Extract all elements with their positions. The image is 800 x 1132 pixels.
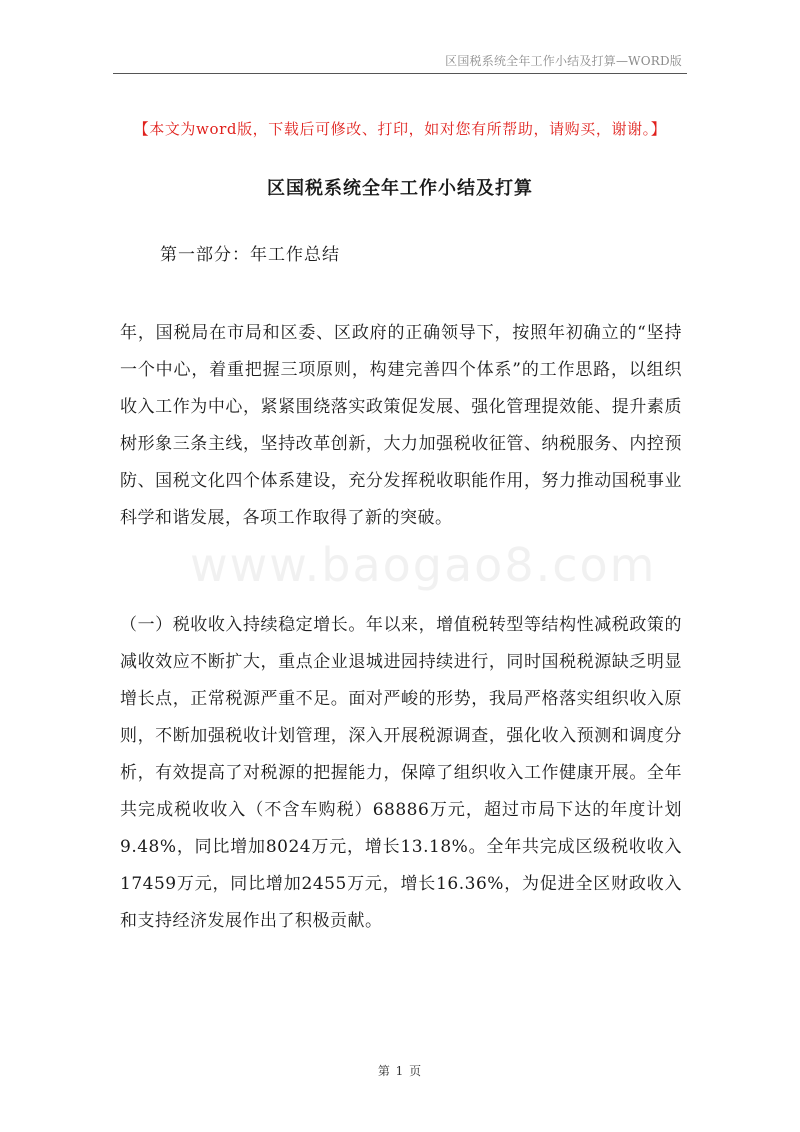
header-divider xyxy=(113,73,687,74)
section-heading: 第一部分：年工作总结 xyxy=(160,245,340,265)
page-number: 第 1 页 xyxy=(377,1064,423,1078)
document-title: 区国税系统全年工作小结及打算 xyxy=(267,178,533,199)
running-header: 区国税系统全年工作小结及打算—WORD版 xyxy=(445,54,682,68)
watermark-text: www.baogao8.com xyxy=(190,538,657,592)
body-paragraph-1: 年，国税局在市局和区委、区政府的正确领导下，按照年初确立的“坚持一个中心，着重把握三项原则，构建完善四个体系”的工作思路，以组织收入工作为中心，紧紧围绕落实政策促发展、强化管理提效能、提升素质树形象三条主线，坚持改革创新，大力加强税收征管、纳税服务、内控预防、国税文化四个体系建设，充分发挥税收职能作用，努力推动国税事业科学和谐发展，各项工作取得了新的突破。 xyxy=(120,323,682,528)
download-notice: 【本文为word版，下载后可修改、打印，如对您有所帮助，请购买，谢谢。】 xyxy=(133,120,667,138)
body-paragraph-2: （一）税收收入持续稳定增长。年以来，增值税转型等结构性减税政策的减收效应不断扩大，重点企业退城进园持续进行，同时国税税源缺乏明显增长点，正常税源严重不足。面对严峻的形势，我局严格落实组织收入原则，不断加强税收计划管理，深入开展税源调查，强化收入预测和调度分析，有效提高了对税源的把握能力，保障了组织收入工作健康开展。全年共完成税收收入（不含车购税）68886万元，超过市局下达的年度计划9.48%，同比增加8024万元，增长13.18%。全年共完成区级税收收入17459万元，同比增加2455万元，增长16.36%，为促进全区财政收入和支持经济发展作出了积极贡献。 xyxy=(120,615,682,931)
